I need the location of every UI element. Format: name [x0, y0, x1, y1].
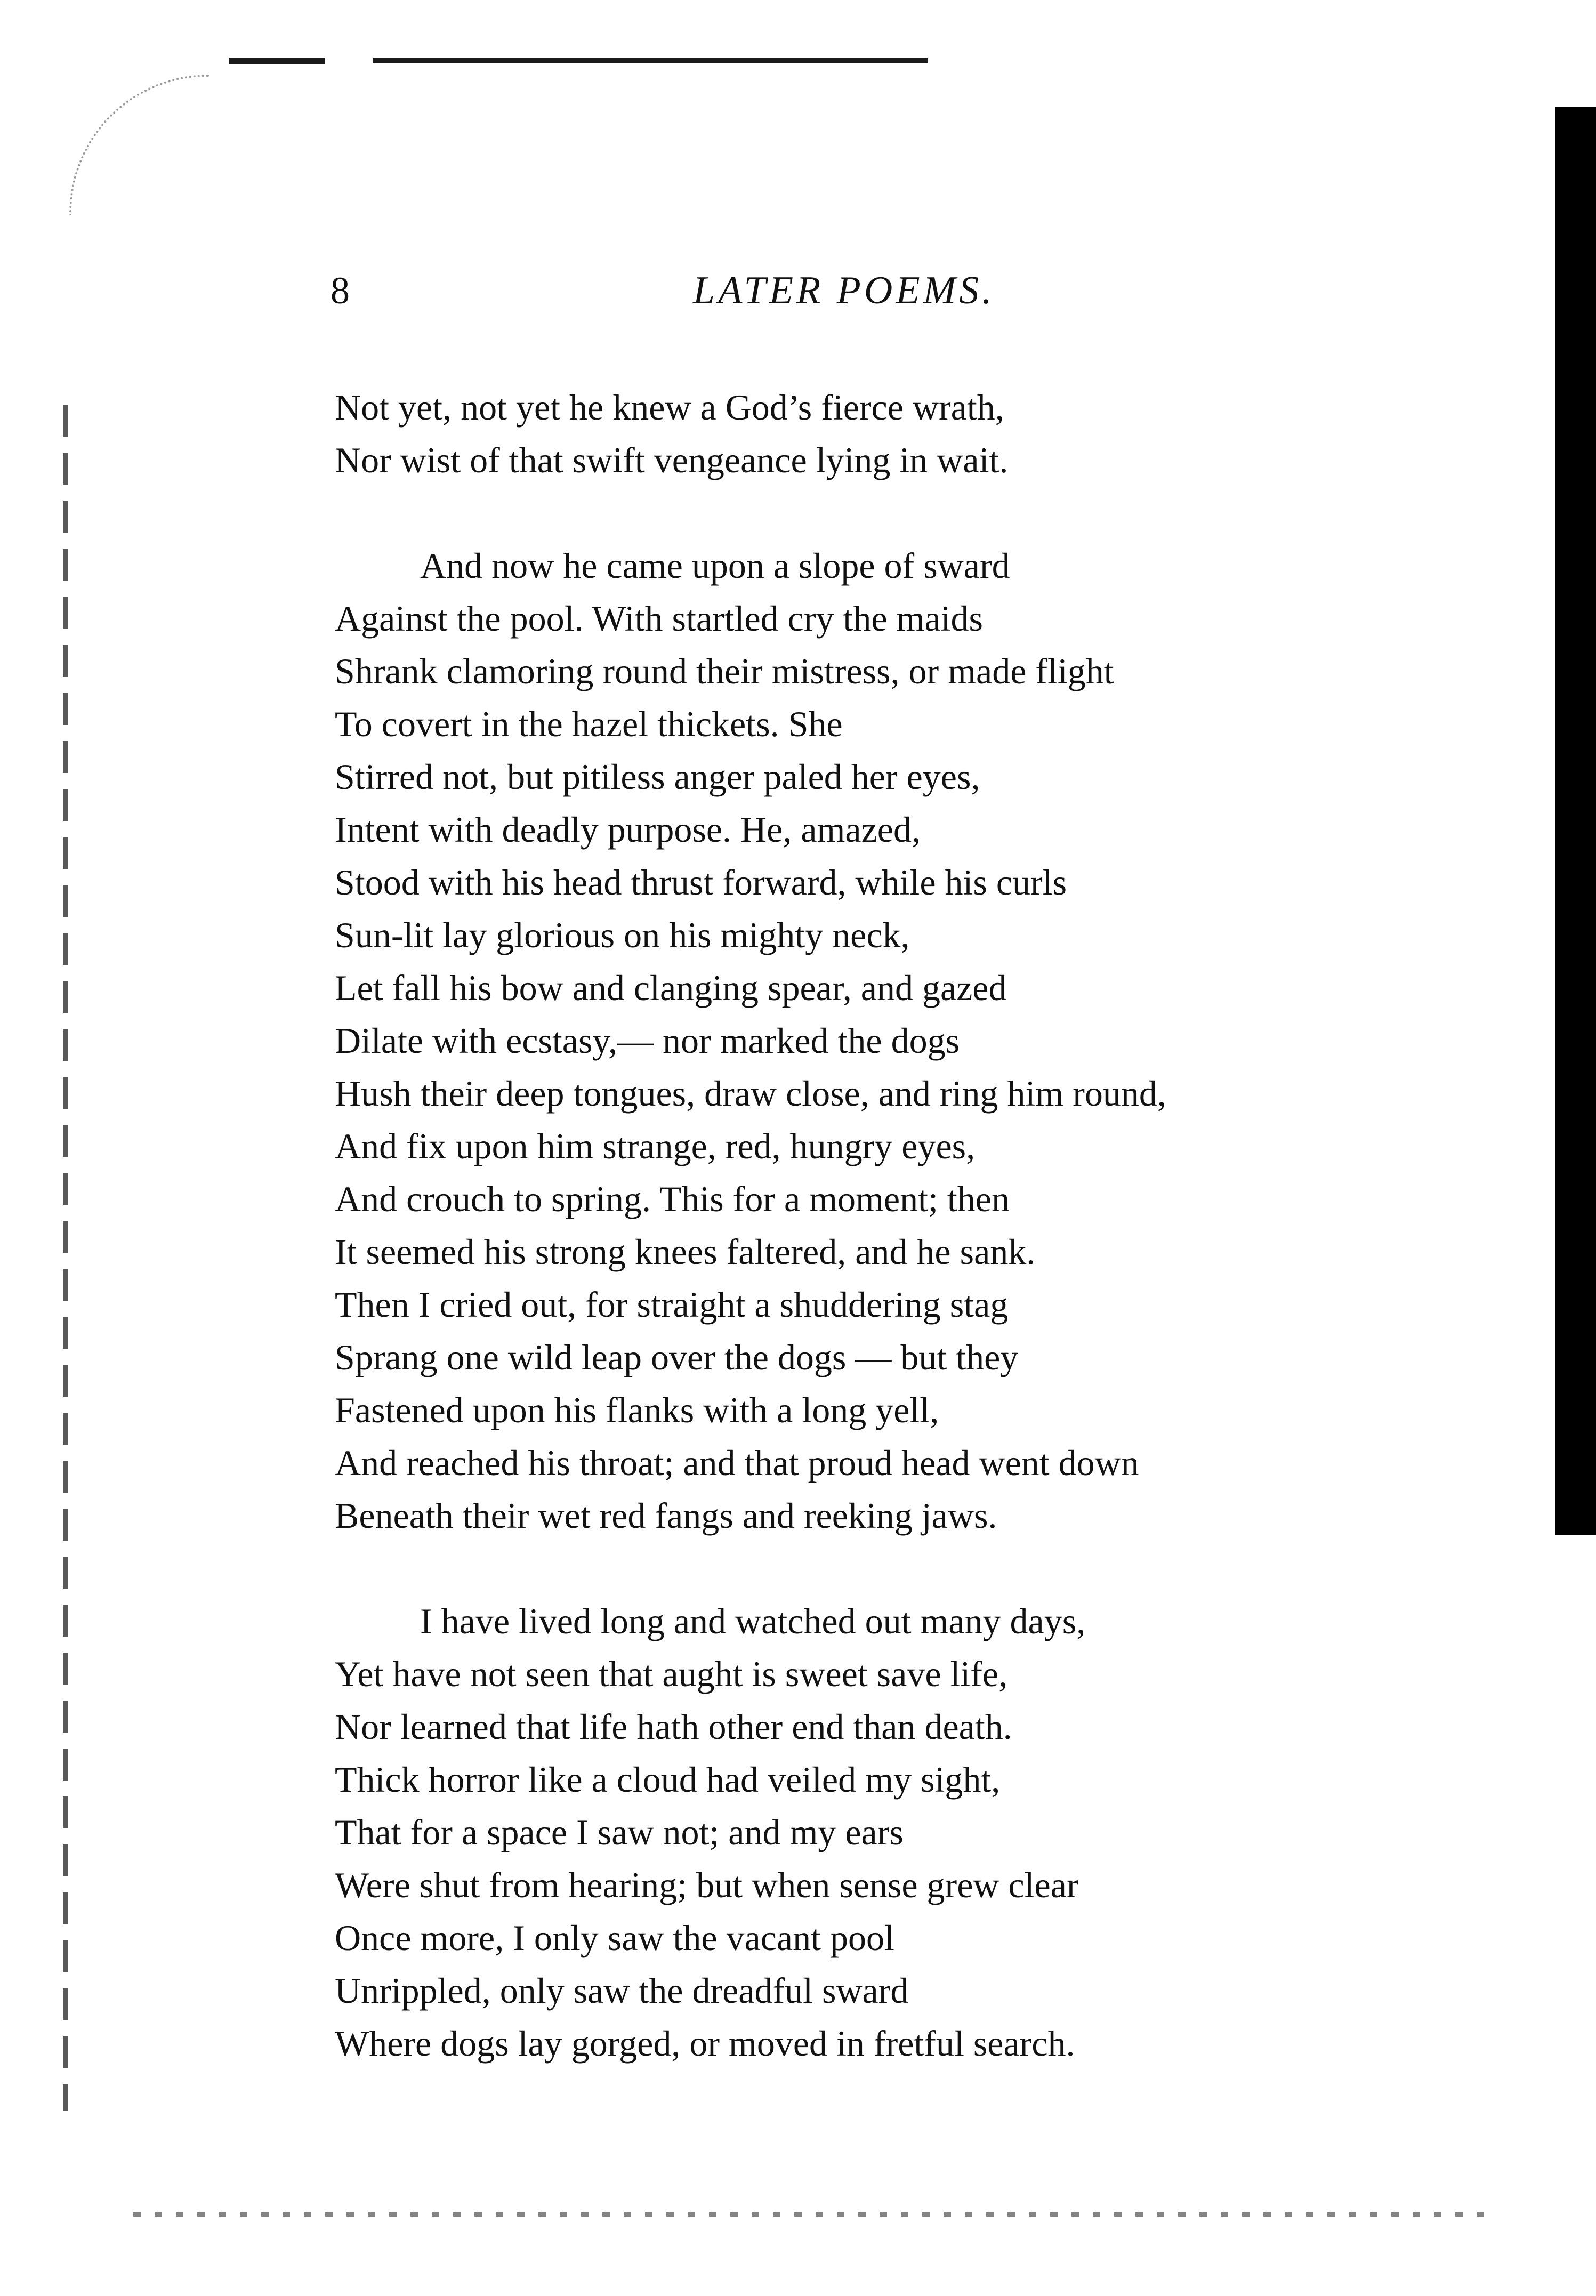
poem-line: And fix upon him strange, red, hungry eyes,: [335, 1126, 976, 1166]
running-title: LATER POEMS.: [693, 269, 995, 312]
stanza-2: [335, 539, 1539, 1542]
poem-line: And reached his throat; and that proud head went down: [335, 1443, 1139, 1483]
poem-line: Then I cried out, for straight a shuddering stag: [335, 1284, 1009, 1325]
poem-body: [335, 381, 1539, 2070]
poem-line: Once more, I only saw the vacant pool: [335, 1918, 894, 1958]
poem-line: I have lived long and watched out many days,: [420, 1601, 1086, 1641]
poem-line: It seemed his strong knees faltered, and he sank.: [335, 1231, 1036, 1272]
scan-artifact-top-rule: [373, 58, 928, 63]
poem-line: And now he came upon a slope of sward: [420, 545, 1010, 586]
poem-line: Nor wist of that swift vengeance lying in wait.: [335, 440, 1009, 480]
running-head: [331, 267, 1087, 315]
poem-line: Stirred not, but pitiless anger paled her eyes,: [335, 756, 980, 797]
poem-line: Sun-lit lay glorious on his mighty neck,: [335, 915, 910, 955]
poem-line: Hush their deep tongues, draw close, and ring him round,: [335, 1073, 1166, 1114]
poem-line: Nor learned that life hath other end than death.: [335, 1706, 1012, 1747]
poem-line: Dilate with ecstasy,— nor marked the dogs: [335, 1020, 960, 1061]
poem-line: Shrank clamoring round their mistress, or made flight: [335, 651, 1114, 691]
poem-line: Intent with deadly purpose. He, amazed,: [335, 809, 921, 850]
poem-line: Were shut from hearing; but when sense grew clear: [335, 1865, 1079, 1905]
scan-artifact-left-edge: [63, 405, 68, 2111]
stanza-3: [335, 1595, 1539, 2070]
poem-line: And crouch to spring. This for a moment; then: [335, 1179, 1010, 1219]
stanza-1: [335, 381, 1539, 487]
poem-line: Stood with his head thrust forward, while his curls: [335, 862, 1067, 903]
poem-line: Yet have not seen that aught is sweet save life,: [335, 1654, 1008, 1694]
poem-line: Beneath their wet red fangs and reeking jaws.: [335, 1495, 997, 1536]
scan-artifact-right-bar: [1555, 107, 1596, 1535]
poem-line: Sprang one wild leap over the dogs — but they: [335, 1337, 1019, 1377]
poem-line: Unrippled, only saw the dreadful sward: [335, 1970, 909, 2011]
scan-artifact-corner: [69, 75, 210, 215]
page-number: 8: [331, 269, 350, 312]
poem-line: Against the pool. With startled cry the maids: [335, 598, 983, 639]
poem-line: Not yet, not yet he knew a God’s fierce wrath,: [335, 387, 1004, 428]
poem-line: To covert in the hazel thickets. She: [335, 704, 843, 744]
poem-line: That for a space I saw not; and my ears: [335, 1812, 904, 1852]
poem-line: Thick horror like a cloud had veiled my sight,: [335, 1759, 1001, 1800]
scan-artifact-bottom-edge: [133, 2212, 1493, 2217]
poem-line: Fastened upon his flanks with a long yell,: [335, 1390, 939, 1430]
poem-line: Let fall his bow and clanging spear, and gazed: [335, 968, 1007, 1008]
scan-artifact-top-mark: [229, 58, 325, 64]
poem-line: Where dogs lay gorged, or moved in fretful search.: [335, 2023, 1075, 2064]
